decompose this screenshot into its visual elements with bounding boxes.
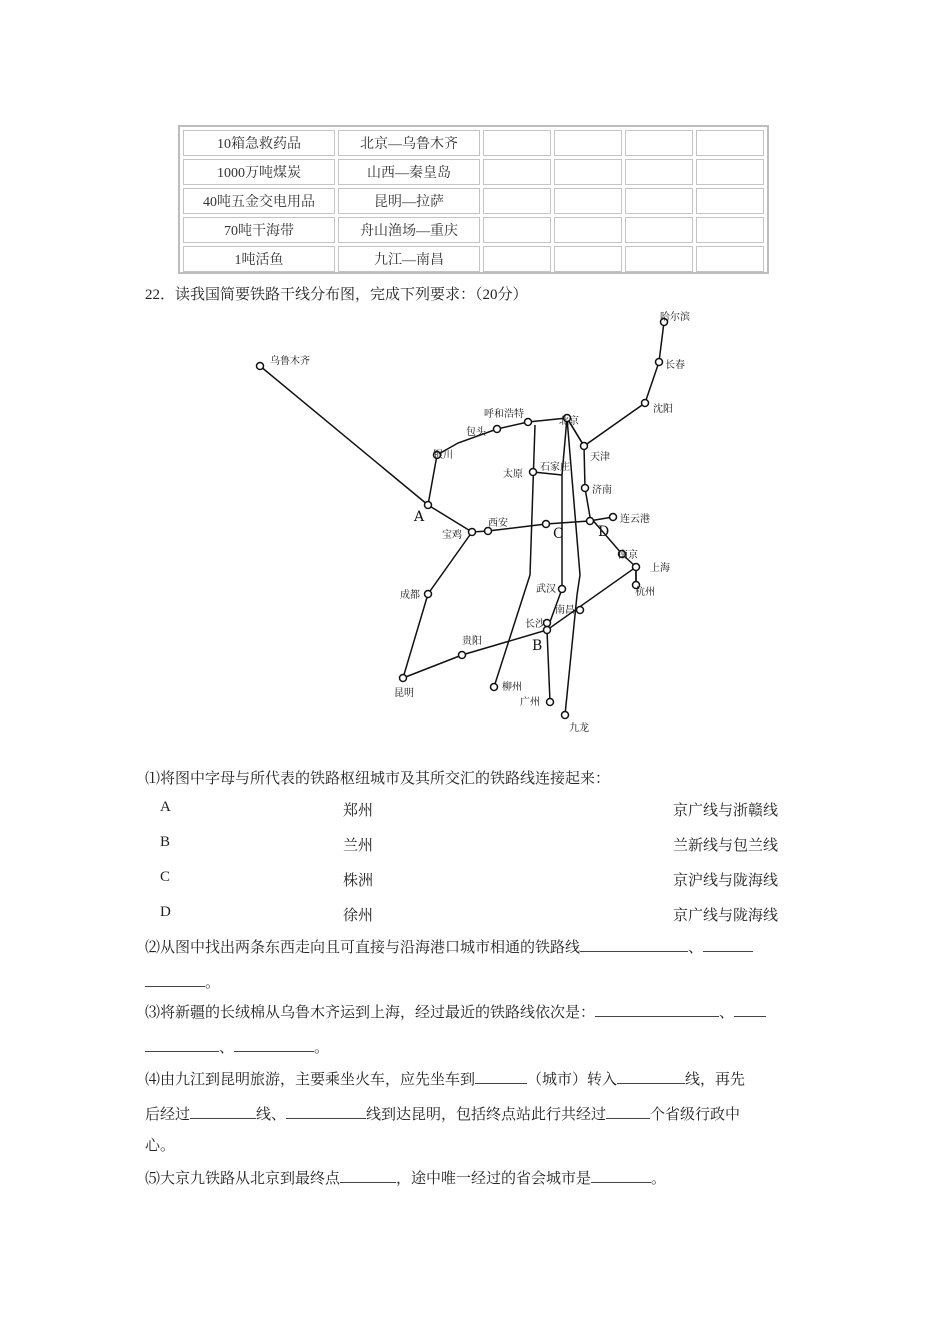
q1-city[interactable]: 兰州 [343,838,374,854]
city-taiyuan: 太原 [503,469,523,480]
q1-letter[interactable]: D [160,904,171,920]
answer-cell[interactable] [554,217,622,243]
answer-cell[interactable] [554,130,622,156]
q2-text: ⑵从图中找出两条东西走向且可直接与沿海港口城市相通的铁路线 [145,940,581,956]
q2-blank-1[interactable] [580,937,688,952]
city-wuhan: 武汉 [536,584,556,595]
q4-blank-city[interactable] [475,1069,527,1084]
answer-cell[interactable] [483,217,551,243]
goods-cell: 40吨五金交电用品 [183,188,335,214]
answer-cell[interactable] [625,246,693,272]
route-cell: 北京—乌鲁木齐 [338,130,480,156]
city-jinan: 济南 [592,485,612,496]
q1-letter[interactable]: A [160,799,171,815]
goods-cell: 1000万吨煤炭 [183,159,335,185]
q4-blank-count[interactable] [606,1104,650,1119]
table-row [183,130,764,156]
city-shenyang: 沈阳 [653,404,673,415]
goods-cell: 70吨干海带 [183,217,335,243]
answer-cell[interactable] [625,130,693,156]
q2-line1 [145,937,753,958]
goods-cell: 1吨活鱼 [183,246,335,272]
q4-text-c: 线，再先 [685,1072,746,1088]
q1-lines[interactable]: 京广线与浙赣线 [673,803,779,819]
q3-text: ⑶将新疆的长绒棉从乌鲁木齐运到上海，经过最近的铁路线依次是： [145,1005,596,1021]
city-huhehaote: 呼和浩特 [484,409,524,420]
q4-line2 [145,1104,740,1125]
q5-line [145,1168,666,1189]
answer-cell[interactable] [696,217,764,243]
table-row [183,217,764,243]
city-beijing: 北京 [559,416,579,427]
q3-sep-1: 、 [719,1005,735,1021]
q5-text-a: ⑸大京九铁路从北京到最终点 [145,1171,341,1187]
city-guangzhou: 广州 [520,697,540,708]
answer-cell[interactable] [696,188,764,214]
city-guiyang: 贵阳 [462,636,482,647]
city-tianjin: 天津 [590,452,610,463]
letter-d: D [598,524,610,540]
answer-cell[interactable] [625,159,693,185]
city-haerbin: 哈尔滨 [660,312,690,323]
city-nanjing: 南京 [618,550,638,561]
answer-cell[interactable] [483,188,551,214]
q4-blank-line2[interactable] [190,1104,256,1119]
q4-text-d: 后经过 [145,1107,191,1123]
answer-cell[interactable] [483,159,551,185]
question-title: 22．读我国简要铁路干线分布图，完成下列要求：（20分） [145,287,528,303]
answer-cell[interactable] [554,159,622,185]
table-row [183,246,764,272]
city-jiulong: 九龙 [569,723,589,734]
q1-letter[interactable]: B [160,834,171,850]
q4-blank-line1[interactable] [617,1069,685,1084]
q4-blank-line3[interactable] [286,1104,366,1119]
goods-table [178,125,769,274]
q3-blank-1[interactable] [595,1002,719,1017]
answer-cell[interactable] [696,246,764,272]
q3-sep-2: 、 [219,1040,235,1056]
goods-cell: 10箱急救药品 [183,130,335,156]
q5-blank-capital[interactable] [591,1168,651,1183]
q1-city[interactable]: 郑州 [343,803,374,819]
q4-text-b: （城市）转入 [527,1072,618,1088]
route-cell: 昆明—拉萨 [338,188,480,214]
route-cell: 舟山渔场—重庆 [338,217,480,243]
answer-cell[interactable] [625,217,693,243]
q2-blank-2b[interactable] [145,972,205,987]
table-row [183,188,764,214]
q2-blank-2a[interactable] [703,937,753,952]
q4-line3: 心。 [145,1138,176,1154]
answer-cell[interactable] [483,246,551,272]
city-baoji: 宝鸡 [442,530,462,541]
route-cell: 九江—南昌 [338,246,480,272]
letter-b: B [532,638,543,654]
q3-blank-2a[interactable] [734,1002,766,1017]
q2-end: 。 [205,975,221,991]
table-row [183,159,764,185]
city-wulumuqi: 乌鲁木齐 [270,356,310,367]
railway-map [250,305,700,745]
city-yinchuan: 银川 [433,450,453,461]
city-kunming: 昆明 [394,688,414,699]
q2-sep: 、 [688,940,704,956]
city-hangzhou: 杭州 [635,587,655,598]
city-nanchang: 南昌 [555,605,575,616]
city-lianyungang: 连云港 [620,514,650,525]
q5-text-b: ，途中唯一经过的省会城市是 [396,1171,592,1187]
q3-end: 。 [314,1040,330,1056]
q5-blank-end[interactable] [340,1168,396,1183]
route-cell: 山西—秦皇岛 [338,159,480,185]
answer-cell[interactable] [696,159,764,185]
q1-letter[interactable]: C [160,869,171,885]
answer-cell[interactable] [554,246,622,272]
q1-lines[interactable]: 兰新线与包兰线 [673,838,779,854]
letter-a: A [414,509,425,525]
q3-line1 [145,1002,766,1023]
q4-line1 [145,1069,745,1090]
city-changchun: 长春 [665,360,685,371]
q4-text-a: ⑷由九江到昆明旅游，主要乘坐火车，应先坐车到 [145,1072,476,1088]
q3-line2 [145,1037,329,1058]
answer-cell[interactable] [554,188,622,214]
city-shanghai: 上海 [650,563,670,574]
q3-blank-2b[interactable] [145,1037,219,1052]
q1-lines[interactable]: 京广线与陇海线 [673,908,779,924]
q1-lines[interactable]: 京沪线与陇海线 [673,873,779,889]
answer-cell[interactable] [625,188,693,214]
city-liuzhou: 柳州 [502,682,522,693]
city-changsha: 长沙 [525,619,545,630]
q1-city[interactable]: 徐州 [343,908,374,924]
answer-cell[interactable] [696,130,764,156]
letter-c: C [553,526,564,542]
q4-text-f: 线到达昆明，包括终点站此行共经过 [366,1107,607,1123]
city-baotou: 包头 [466,427,486,438]
q4-text-g: 个省级行政中 [650,1107,741,1123]
city-shijiazhuang: 石家庄 [540,462,570,473]
q5-text-c: 。 [651,1171,667,1187]
city-xian: 西安 [488,518,508,529]
q1-text: ⑴将图中字母与所代表的铁路枢纽城市及其所交汇的铁路线连接起来： [145,771,611,787]
q4-text-e: 线、 [256,1107,287,1123]
answer-cell[interactable] [483,130,551,156]
q2-line2 [145,972,220,993]
q3-blank-3[interactable] [234,1037,314,1052]
q1-city[interactable]: 株洲 [343,873,374,889]
city-chengdu: 成都 [400,590,420,601]
